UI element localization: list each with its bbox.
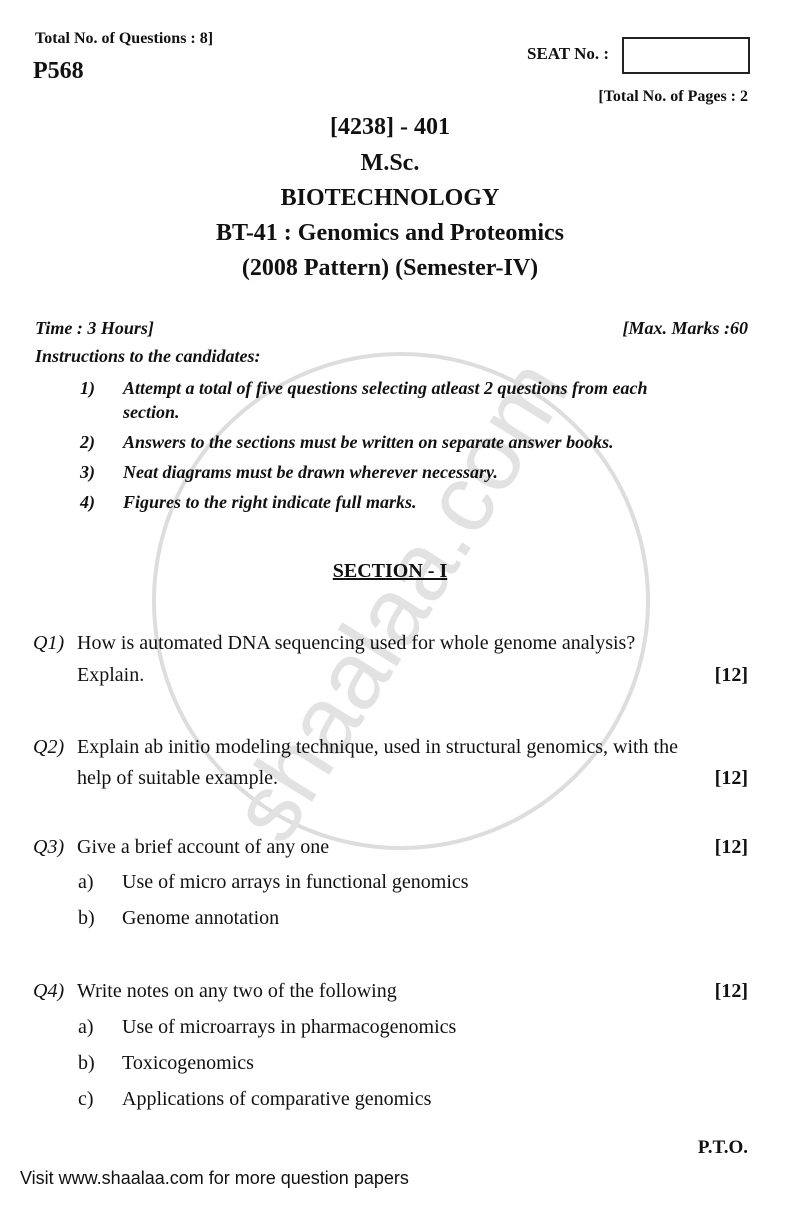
course-title: BT-41 : Genomics and Proteomics: [216, 220, 564, 246]
time: Time : 3 Hours]: [35, 318, 154, 338]
option-label: a): [78, 1016, 94, 1038]
instruction-number: 2): [80, 432, 95, 452]
option-text: Applications of comparative genomics: [122, 1088, 432, 1110]
seat-number-box: [622, 37, 750, 74]
instruction-number: 1): [80, 378, 95, 398]
option-text: Toxicogenomics: [122, 1052, 254, 1074]
option-text: Use of microarrays in pharmacogenomics: [122, 1016, 457, 1038]
question-marks: [12]: [714, 980, 748, 1002]
question-text: Write notes on any two of the following: [77, 980, 397, 1002]
paper-code: P568: [33, 58, 84, 84]
instruction-text: Attempt a total of five questions selecting atleast 2 questions from each: [123, 378, 648, 398]
question-text: How is automated DNA sequencing used for whole genome analysis?: [77, 632, 636, 654]
instruction-number: 4): [80, 492, 95, 512]
max-marks: [Max. Marks :60: [622, 318, 748, 338]
footer-link-text: Visit www.shaalaa.com for more question papers: [20, 1168, 409, 1188]
degree: M.Sc.: [360, 150, 420, 176]
question-number: Q2): [33, 736, 65, 758]
question-marks: [12]: [714, 836, 748, 858]
option-label: b): [78, 907, 95, 929]
option-text: Use of micro arrays in functional genomics: [122, 871, 469, 893]
question-text: help of suitable example.: [77, 767, 279, 789]
total-questions: Total No. of Questions : 8]: [35, 30, 214, 47]
instruction-text: Figures to the right indicate full marks.: [123, 492, 417, 512]
section-heading: SECTION - I: [332, 560, 448, 582]
instruction-number: 3): [80, 462, 95, 482]
question-number: Q4): [33, 980, 65, 1002]
seat-label: SEAT No. :: [527, 44, 610, 63]
exam-code: [4238] - 401: [330, 114, 450, 140]
instruction-text: section.: [123, 402, 180, 422]
question-number: Q3): [33, 836, 65, 858]
question-number: Q1): [33, 632, 65, 654]
question-text: Give a brief account of any one: [77, 836, 330, 858]
instruction-text: Answers to the sections must be written on separate answer books.: [123, 432, 614, 452]
question-text: Explain ab initio modeling technique, used in structural genomics, with the: [77, 736, 678, 758]
instruction-text: Neat diagrams must be drawn wherever necessary.: [123, 462, 498, 482]
pto: P.T.O.: [697, 1137, 748, 1158]
question-marks: [12]: [714, 767, 748, 789]
option-label: c): [78, 1088, 94, 1110]
subject: BIOTECHNOLOGY: [280, 185, 500, 211]
pattern: (2008 Pattern) (Semester-IV): [241, 255, 539, 281]
total-pages: [Total No. of Pages : 2: [598, 88, 748, 105]
instructions-heading: Instructions to the candidates:: [35, 346, 261, 366]
question-text: Explain.: [77, 664, 145, 686]
question-marks: [12]: [714, 664, 748, 686]
option-label: b): [78, 1052, 95, 1074]
option-text: Genome annotation: [122, 907, 280, 929]
option-label: a): [78, 871, 94, 893]
